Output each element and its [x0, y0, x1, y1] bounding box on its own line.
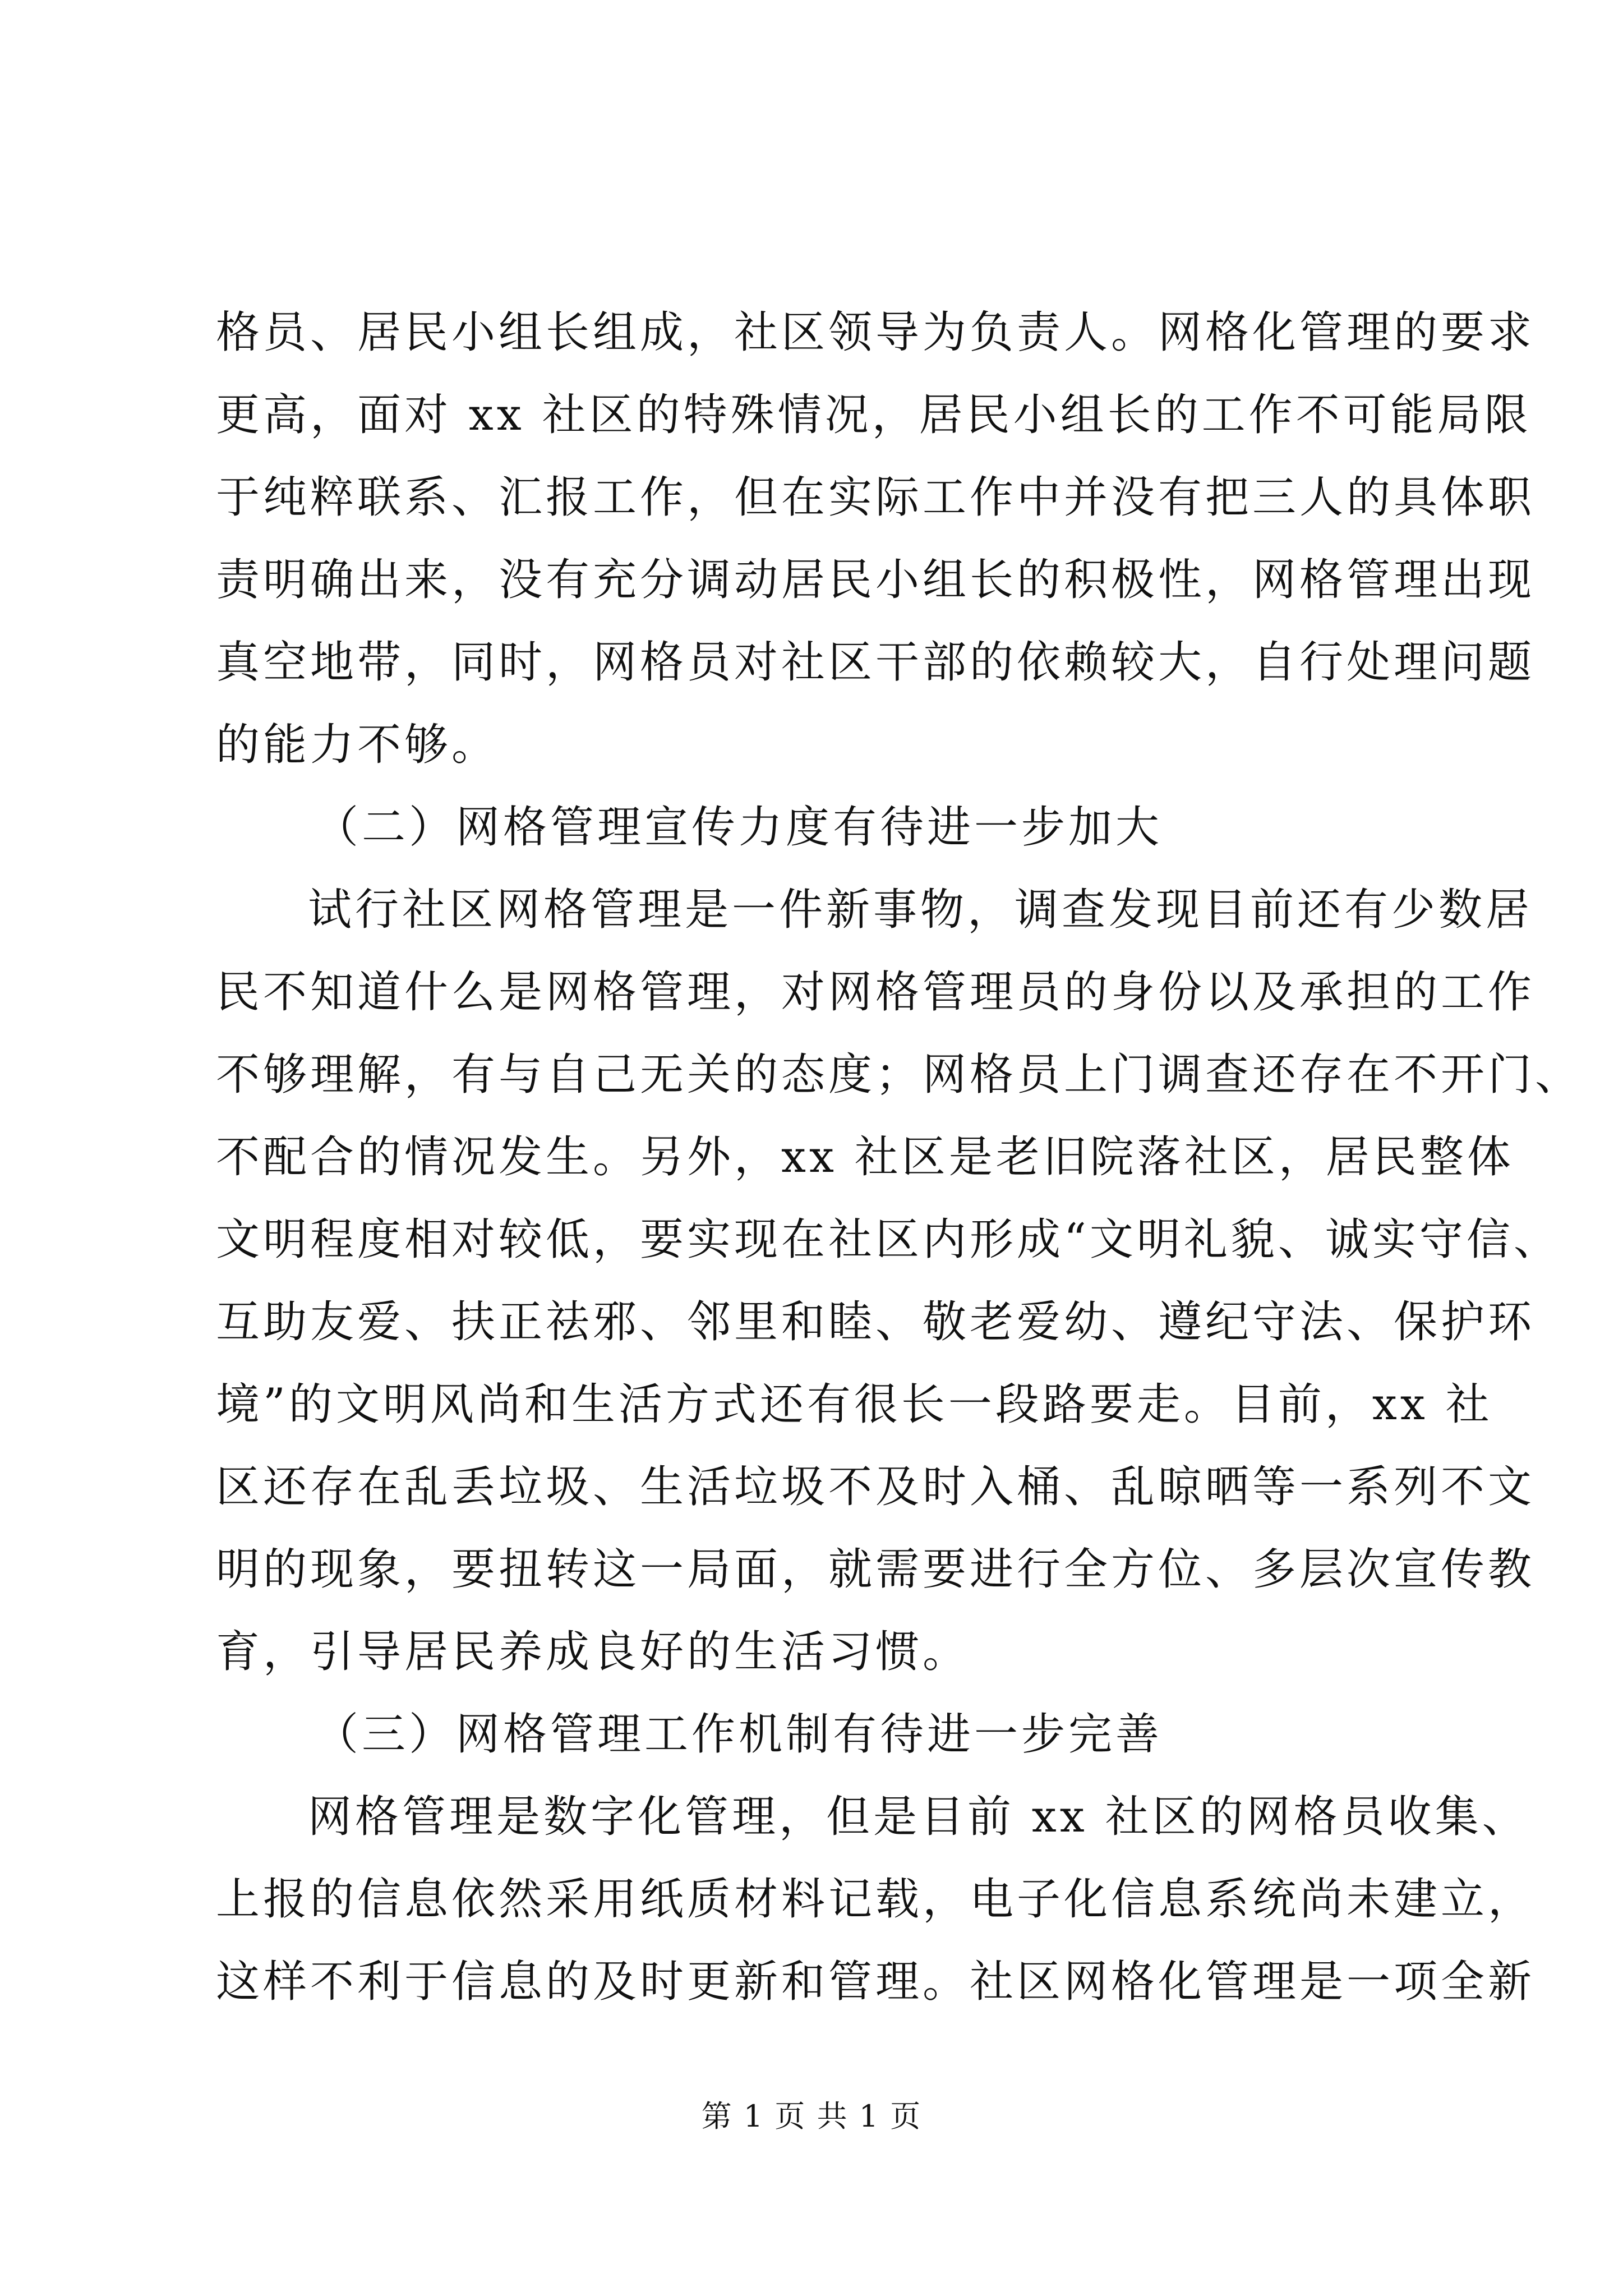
body-line: 真空地带，同时，网格员对社区干部的依赖较大，自行处理问题 [216, 637, 1536, 688]
document-body [216, 292, 1583, 2023]
body-line: 上报的信息依然采用纸质材料记载，电子化信息系统尚未建立， [216, 1874, 1536, 1925]
body-line: 文明程度相对较低，要实现在社区内形成“文明礼貌、诚实守信、 [216, 1214, 1561, 1265]
body-line: 的能力不够。 [216, 720, 499, 770]
section-heading-2: （二）网格管理宣传力度有待进一步加大 [315, 802, 1163, 853]
section-heading-3: （三）网格管理工作机制有待进一步完善 [315, 1709, 1163, 1760]
body-line: 民不知道什么是网格管理，对网格管理员的身份以及承担的工作 [216, 967, 1536, 1018]
body-line: 这样不利于信息的及时更新和管理。社区网格化管理是一项全新 [216, 1957, 1536, 2007]
body-line: 于纯粹联系、汇报工作，但在实际工作中并没有把三人的具体职 [216, 472, 1536, 523]
page-footer: 第 1 页 共 1 页 [701, 2099, 922, 2134]
paragraph-first-line: 网格管理是数字化管理，但是目前 xx 社区的网格员收集、 [308, 1792, 1529, 1842]
body-line: 育，引导居民养成良好的生活习惯。 [216, 1627, 970, 1677]
body-line: 区还存在乱丢垃圾、生活垃圾不及时入桶、乱晾晒等一系列不文 [216, 1462, 1536, 1512]
paragraph-first-line: 试行社区网格管理是一件新事物，调查发现目前还有少数居 [308, 885, 1533, 935]
body-line: 境”的文明风尚和生活方式还有很长一段路要走。目前，xx 社 [216, 1379, 1493, 1430]
body-line: 明的现象，要扭转这一局面，就需要进行全方位、多层次宣传教 [216, 1544, 1536, 1595]
body-line: 不配合的情况发生。另外，xx 社区是老旧院落社区，居民整体 [216, 1132, 1514, 1182]
body-line: 不够理解，有与自己无关的态度；网格员上门调查还存在不开门、 [216, 1050, 1583, 1100]
body-line: 格员、居民小组长组成，社区领导为负责人。网格化管理的要求 [216, 307, 1536, 358]
body-line: 更高，面对 xx 社区的特殊情况，居民小组长的工作不可能局限 [216, 390, 1532, 440]
body-line: 互助友爱、扶正祛邪、邻里和睦、敬老爱幼、遵纪守法、保护环 [216, 1297, 1536, 1347]
body-line: 责明确出来，没有充分调动居民小组长的积极性，网格管理出现 [216, 555, 1536, 605]
